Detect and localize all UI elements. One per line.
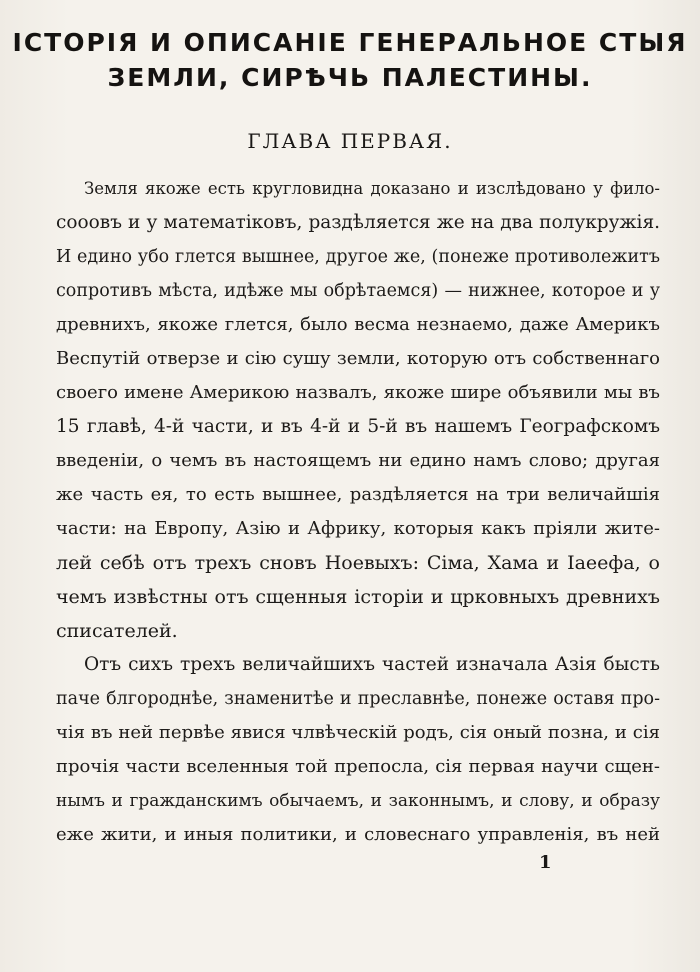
text-line: сопротивъ мѣста, идѣже мы обрѣтаемся) — нижнее, которое и у	[56, 281, 660, 301]
text-line: Отъ сихъ трехъ величайшихъ частей изначала Азія бысть	[84, 654, 660, 675]
text-line: своего имене Америкою назвалъ, якоже шире объявили мы въ	[56, 382, 660, 403]
text-line: прочія части вселенныя той препосла, сія первая научи сщен-	[56, 756, 660, 777]
text-line: чія въ ней первѣе явися члвѣческій родъ, сія оный позна, и сія	[56, 722, 660, 743]
page-title-line-2: ЗЕМЛИ, СИРѢЧЬ ПАЛЕСТИНЫ.	[107, 63, 593, 92]
text-line: еже жити, и иныя политики, и словеснаго управленія, въ ней	[56, 824, 660, 845]
text-line: нымъ и гражданскимъ обычаемъ, и законнымъ, и слову, и образу	[56, 791, 660, 811]
text-line: сооовъ и у математіковъ, раздѣляется же на два полукружія.	[56, 212, 660, 233]
text-line: лей себѣ отъ трехъ сновъ Ноевыхъ: Сіма, Хама и Іаеефа, о	[56, 552, 660, 574]
text-line: же часть ея, то есть вышнее, раздѣляется на три величайшія	[56, 484, 660, 505]
text-line: чемъ извѣстны отъ сщенныя історіи и црковныхъ древнихъ	[56, 586, 660, 608]
text-line: паче блгороднѣе, знаменитѣе и преславнѣе, понеже оставя про-	[56, 689, 660, 709]
text-line: 15 главѣ, 4-й части, и въ 4-й и 5-й въ нашемъ Географскомъ	[56, 416, 660, 437]
chapter-heading: ГЛАВА ПЕРВАЯ.	[247, 129, 453, 153]
text-line: введеніи, о чемъ въ настоящемъ ни едино намъ слово; другая	[56, 450, 660, 471]
page-number: 1	[539, 852, 552, 873]
text-line: списателей.	[56, 620, 178, 642]
text-line: Земля якоже есть кругловидна доказано и изслѣдовано у фило-	[84, 179, 660, 198]
text-line: части: на Европу, Азію и Африку, которыя какъ пріяли жите-	[56, 518, 660, 539]
page-title-line-1: ІСТОРІЯ И ОПИСАНІЕ ГЕНЕРАЛЬНОЕ СТЫЯ	[12, 28, 688, 57]
text-line: И едино убо глется вышнее, другое же, (понеже противолежитъ	[56, 247, 660, 267]
text-line: древнихъ, якоже глется, было весма незнаемо, даже Америкъ	[56, 314, 660, 335]
text-line: Веспутій отверзе и сію сушу земли, которую отъ собственнаго	[56, 348, 660, 369]
